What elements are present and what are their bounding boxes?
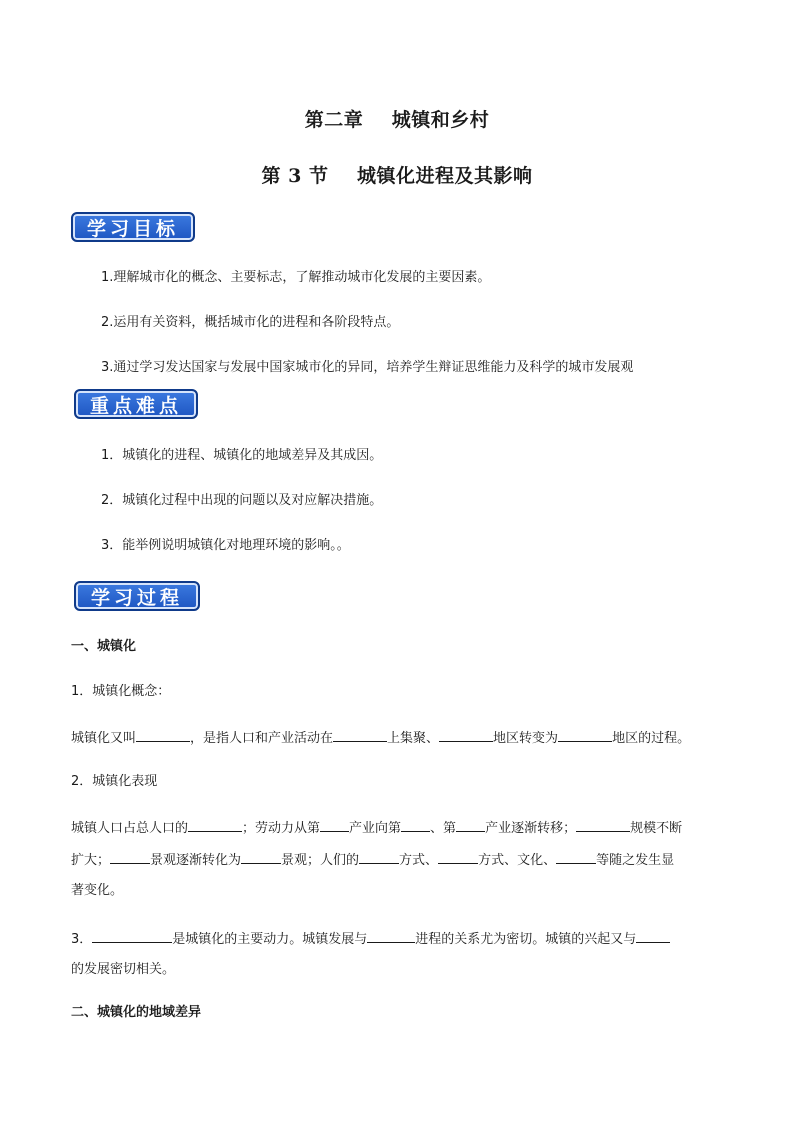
key-point-item: 2．城镇化过程中出现的问题以及对应解决措施。 bbox=[101, 493, 383, 508]
fill-blank[interactable] bbox=[439, 728, 493, 742]
section-heading-regional-differences: 二、城镇化的地域差异 bbox=[71, 1005, 202, 1020]
fill-blank[interactable] bbox=[320, 818, 349, 832]
fill-blank[interactable] bbox=[333, 728, 387, 742]
question-3-line: 的发展密切相关。 bbox=[71, 962, 176, 977]
question-2-line: 扩大； 景观逐渐转化为 景观；人们的 方式、 方式、文化、 等随之发生显 bbox=[71, 850, 674, 870]
fill-blank[interactable] bbox=[92, 929, 172, 943]
fill-blank[interactable] bbox=[456, 818, 485, 832]
goal-item: 2.运用有关资料，概括城市化的进程和各阶段特点。 bbox=[101, 315, 400, 330]
question-2-line: 城镇人口占总人口的 ；劳动力从第 产业向第 、第 产业逐渐转移； 规模不断 bbox=[71, 818, 682, 838]
fill-blank[interactable] bbox=[110, 850, 150, 864]
fill-blank[interactable] bbox=[558, 728, 612, 742]
fill-blank[interactable] bbox=[136, 728, 190, 742]
badge-key-points: 重点难点 bbox=[74, 389, 198, 419]
fill-blank[interactable] bbox=[367, 929, 415, 943]
fill-blank[interactable] bbox=[576, 818, 630, 832]
question-2-label: 2．城镇化表现 bbox=[71, 774, 158, 789]
goal-item: 3.通过学习发达国家与发展中国家城市化的异同，培养学生辩证思维能力及科学的城市发展观 bbox=[101, 360, 634, 375]
fill-blank[interactable] bbox=[636, 929, 670, 943]
fill-blank[interactable] bbox=[241, 850, 281, 864]
section-title: 第 3 节 城镇化进程及其影响 bbox=[261, 165, 533, 187]
fill-blank[interactable] bbox=[401, 818, 430, 832]
question-1-label: 1．城镇化概念： bbox=[71, 684, 171, 699]
key-point-item: 1．城镇化的进程、城镇化的地域差异及其成因。 bbox=[101, 448, 383, 463]
fill-blank[interactable] bbox=[188, 818, 242, 832]
fill-blank[interactable] bbox=[438, 850, 478, 864]
chapter-title: 第二章 城镇和乡村 bbox=[304, 109, 490, 131]
badge-learning-goals: 学习目标 bbox=[71, 212, 195, 242]
fill-blank[interactable] bbox=[556, 850, 596, 864]
badge-learning-process: 学习过程 bbox=[74, 581, 200, 611]
question-2-line: 著变化。 bbox=[71, 883, 124, 898]
question-1-text: 城镇化又叫 ，是指人口和产业活动在 上集聚、 地区转变为 地区的过程。 bbox=[71, 728, 690, 748]
section-heading-urbanization: 一、城镇化 bbox=[71, 639, 137, 654]
fill-blank[interactable] bbox=[359, 850, 399, 864]
goal-item: 1.理解城市化的概念、主要标志，了解推动城市化发展的主要因素。 bbox=[101, 270, 491, 285]
question-3-line: 3． 是城镇化的主要动力。城镇发展与 进程的关系尤为密切。城镇的兴起又与 bbox=[71, 929, 670, 949]
key-point-item: 3．能举例说明城镇化对地理环境的影响。。 bbox=[101, 538, 350, 553]
